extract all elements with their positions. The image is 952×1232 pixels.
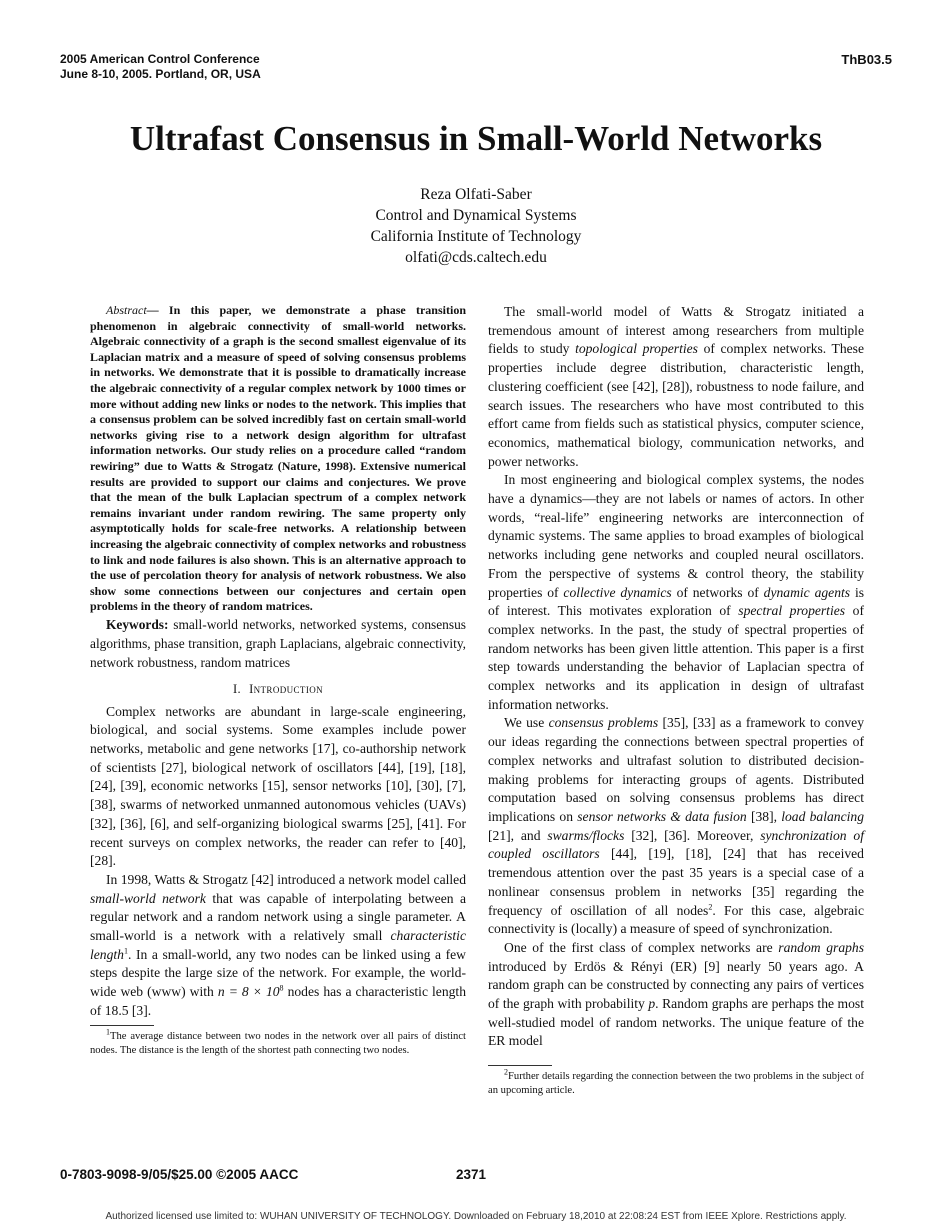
left-column — [90, 303, 466, 1058]
footnote-ref: 2 — [708, 901, 713, 911]
footnote-text: Further details regarding the connection between the two problems in the subject of an upcoming article. — [488, 1071, 864, 1097]
section-number: I. — [232, 681, 242, 696]
abstract — [90, 303, 466, 615]
emphasis: sensor networks & data fusion — [577, 808, 747, 824]
text-span: [35], [33] as a framework to convey our ideas regarding the connections between spectral properties of complex networks and ultrafast solution to distributed decision-making problems for interacting groups of agents. Distributed computation based on solving consensus problems has direct implications on — [488, 715, 864, 824]
session-id: ThB03.5 — [841, 52, 892, 67]
text-span: that was capable of interpolating between a regular network and a random network using a single parameter. A small-world is a network with a relatively small — [90, 890, 467, 944]
conference-dates: June 8-10, 2005. Portland, OR, USA — [60, 67, 261, 81]
text-span: of complex networks. These properties include degree distribution, characteristic length, clustering coefficient (see [42], [28]), robustness to node failure, and search issues. The researchers who have most contributed to this effort came from fields such as statistical physics, computer science, economics, mathematical biology, communication networks, and power networks. — [488, 341, 864, 469]
footnote-ref: 1 — [123, 946, 128, 956]
text-span: In 1998, Watts & Strogatz [42] introduced a network model called — [106, 871, 466, 887]
author-institution: California Institute of Technology — [370, 228, 582, 245]
text-span: introduced by Erdös & Rényi (ER) [9] nearly 50 years ago. A random graph can be constructed by connecting any pairs of vertices of the graph with probability — [488, 958, 864, 1012]
right-paragraph-2 — [488, 471, 864, 714]
page-number: 2371 — [456, 1167, 487, 1182]
text-span: nodes has a characteristic length of 18.5 [3]. — [90, 984, 466, 1018]
text-span: of networks of — [671, 584, 764, 600]
paper-title: Ultrafast Consensus in Small-World Networks — [129, 119, 823, 158]
text-span: We use — [504, 715, 549, 731]
footnote-text: The average distance between two nodes in the network over all pairs of distinct nodes. The distance is the length of the shortest path connecting two nodes. — [90, 1030, 466, 1056]
emphasis: swarms/flocks — [547, 827, 625, 843]
emphasis: dynamic agents — [763, 584, 851, 600]
footnote-rule — [488, 1065, 552, 1066]
text-span: [21], and — [488, 827, 548, 843]
text-span: is of interest. This motivates exploration of — [488, 584, 865, 619]
section-heading — [90, 680, 466, 699]
right-column — [488, 303, 864, 1098]
text-span: . For this case, algebraic connectivity is (locally) a measure of speed of synchronization. — [488, 902, 864, 937]
math: n = 8 × 10 — [217, 984, 280, 1000]
emphasis: characteristic length — [90, 928, 466, 962]
emphasis: collective dynamics — [563, 584, 672, 600]
conference-header — [60, 52, 261, 82]
authorized-use-notice: Authorized licensed use limited to: WUHAN UNIVERSITY OF TECHNOLOGY. Downloaded on February 18,2010 at 22:08:24 EST from IEEE Xplore. Restrictions apply. — [105, 1211, 847, 1222]
author-dept: Control and Dynamical Systems — [375, 207, 577, 224]
footnote-mark: 2 — [504, 1067, 508, 1077]
emphasis: load balancing — [781, 808, 864, 824]
text-span: In most engineering and biological complex systems, the nodes have a dynamics—they are not labels or names of actors. In other words, “real-life” engineering networks are interconnection of dynamic systems. The same applies to broad examples of biological networks including gene networks and coupled neural oscillators. From the perspective of systems & control theory, the stability properties of — [488, 472, 864, 600]
text-span: The small-world model of Watts & Strogatz initiated a tremendous amount of interest among researchers from multiple fields to study — [488, 304, 864, 357]
keywords-label: Keywords: — [106, 616, 169, 632]
emphasis: random graphs — [778, 939, 865, 955]
emphasis: small-world network — [90, 890, 206, 906]
intro-paragraph-2 — [90, 871, 466, 1021]
abstract-lead: Abstract — [106, 303, 147, 317]
emphasis: consensus problems — [548, 715, 659, 731]
footnote-2 — [488, 1067, 864, 1098]
author-name: Reza Olfati-Saber — [420, 186, 532, 203]
author-email: olfati@cds.caltech.edu — [405, 249, 547, 266]
section-title: Introduction — [249, 681, 324, 696]
text-span: [32], [36]. Moreover, — [624, 827, 761, 843]
exponent: 8 — [279, 983, 284, 993]
intro-paragraph-1: Complex networks are abundant in large-scale engineering, biological, and social systems. Some examples include power networks, metabolic and gene networks [17], co-authorship network of scientists [27], biological network of oscillators [44], [19], [18], [24], [39], economic networks [15], sensor networks [10], [30], [7], [38], swarms of networked unmanned autonomous vehicles (UAVs) [32], [36], [6], and self-organizing biological swarms [25], [41]. For recent surveys on complex networks, the reader can refer to [40], [28]. — [90, 703, 466, 869]
text-span: [44], [19], [18], [24] that has received tremendous attention over the past 35 years is a special case of a nonlinear consensus problem in networks [35] regarding the frequency of oscillation of all nodes — [488, 846, 864, 918]
abstract-text: In this paper, we demonstrate a phase transition phenomenon in algebraic connectivity of small-world networks. Algebraic connectivity of a graph is the second smallest eigenvalue of its Laplacian matrix and a measure of speed of solving consensus problems in networks. We demonstrate that it is possible to dramatically increase the algebraic connectivity of a regular complex network by 1000 times or more without adding new links or nodes to the network. This implies that a consensus problem can be solved incredibly fast on certain small-world networks giving rise to a network design algorithm for ultrafast information networks. Our study relies on a procedure called “random rewiring” due to Watts & Strogatz (Nature, 1998). Extensive numerical results are provided to support our claims and conjectures. We prove that the mean of the bulk Laplacian spectrum of a complex network remains invariant under random rewiring. The same property only asymptotically holds for scale-free networks. A relationship between increasing the algebraic connectivity of complex networks and robustness to link and node failures is also shown. This is an alternative approach to the use of percolation theory for analysis of network robustness. We also show some connections between our conjectures and certain open problems in the theory of random matrices. — [90, 303, 466, 614]
footnote-mark: 1 — [106, 1027, 110, 1036]
text-span: One of the first class of complex networks are — [504, 939, 779, 955]
emphasis: topological properties — [575, 341, 698, 357]
math: p — [648, 996, 656, 1012]
keywords — [90, 615, 466, 672]
text-span: of complex networks. In the past, the study of spectral properties of random networks has been given little attention. This paper is a first step towards understanding the behavior of Laplacian spectra of complex networks and its application in design of ultrafast information networks. — [488, 603, 864, 712]
footer-isbn: 0-7803-9098-9/05/$25.00 ©2005 AACC — [60, 1167, 299, 1182]
conference-name: 2005 American Control Conference — [60, 52, 260, 66]
emphasis: synchronization of coupled oscillators — [488, 827, 864, 862]
keywords-text: small-world networks, networked systems, consensus algorithms, phase transition, graph Laplacians, algebraic connectivity, network robustness, random matrices — [90, 616, 466, 670]
right-paragraph-4 — [488, 939, 864, 1051]
text-span: . Random graphs are perhaps the most well-studied model of random networks. The unique feature of the ER model — [488, 996, 864, 1049]
text-span: . In a small-world, any two nodes can be linked using a few steps despite the large size of the network. For example, the world-wide web (www) with — [90, 946, 466, 1000]
footnote-rule — [90, 1025, 154, 1026]
right-paragraph-1 — [488, 303, 864, 471]
right-paragraph-3 — [488, 714, 864, 938]
footnote-1 — [90, 1027, 466, 1058]
author-block — [0, 184, 952, 268]
abstract-dash: — — [146, 303, 159, 317]
text-span: [38], — [746, 808, 782, 824]
emphasis: spectral properties — [738, 603, 846, 619]
